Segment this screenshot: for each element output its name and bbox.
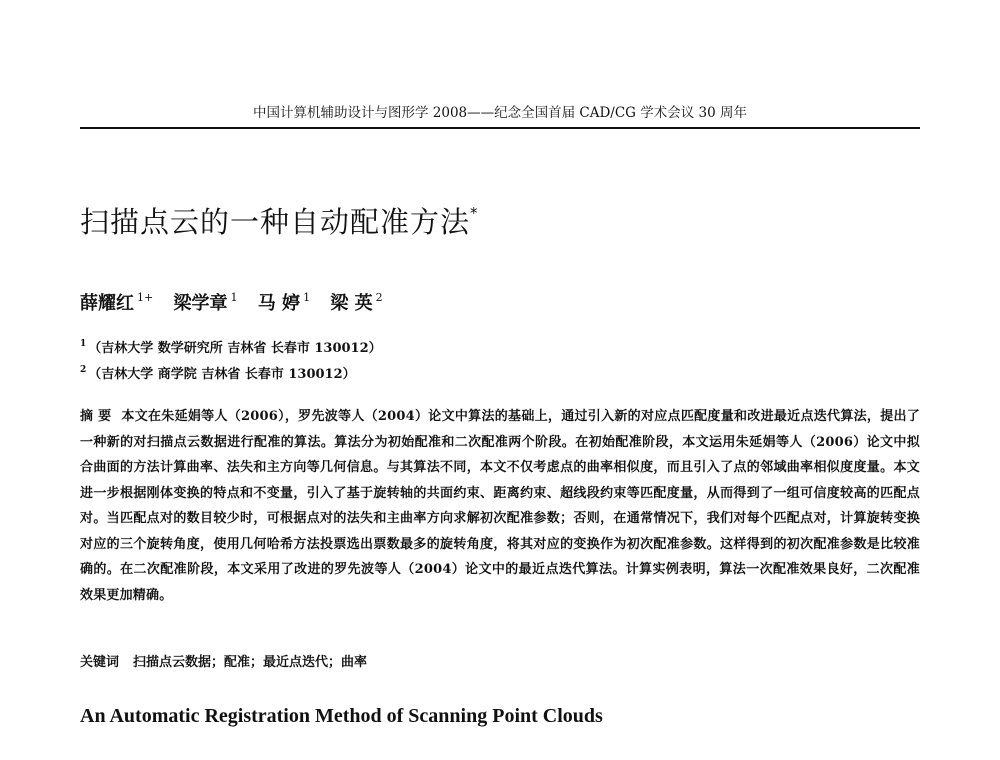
abstract — [80, 404, 920, 608]
affiliation-text: （吉林大学 商学院 吉林省 长春市 130012） — [88, 367, 356, 382]
title-footnote-mark: * — [470, 204, 479, 222]
author-name: 梁学章 — [173, 293, 228, 314]
author-name: 马 婷 — [257, 293, 301, 314]
author-affiliation-mark: 1 — [303, 291, 311, 304]
author-affiliation-mark: 1 — [230, 291, 238, 304]
paper-title — [80, 193, 479, 242]
author — [174, 293, 238, 314]
abstract-label: 摘 要 — [80, 409, 112, 424]
author — [258, 293, 310, 314]
author-affiliation-mark: 1+ — [137, 291, 154, 304]
author-list — [80, 286, 397, 316]
affiliation-number: 2 — [80, 365, 87, 375]
author — [330, 293, 382, 314]
keywords — [80, 653, 367, 673]
author-affiliation-mark: 2 — [375, 291, 383, 304]
keywords-label: 关键词 — [80, 655, 120, 670]
running-header: 中国计算机辅助设计与图形学 2008——纪念全国首届 CAD/CG 学术会议 30 周年 — [252, 105, 748, 121]
author-name: 薛耀红 — [80, 293, 134, 314]
paper-title-text: 扫描点云的一种自动配准方法 — [80, 205, 471, 239]
author-name: 梁 英 — [330, 293, 373, 314]
affiliation-number: 1 — [80, 339, 87, 349]
abstract-text: 本文在朱延娟等人（2006），罗先波等人（2004）论文中算法的基础上，通过引入新的对应点匹配度量和改进最近点迭代算法，提出了一种新的对扫描点云数据进行配准的算法。算法分为初始配准和二次配准两个阶段。在初始配准阶段，本文运用朱延娟等人（2006）论文中拟合曲面的方法计算曲率、法失和主方向等几何信息。与其算法不同，本文不仅考虑点的曲率相似度，而且引入了点的邻域曲率相似度度量。本文进一步根据刚体变换的特点和不变量，引入了基于旋转轴的共面约束、距离约束、超线段约束等匹配度量，从而得到了一组可信度较高的匹配点对。当匹配点对的数目较少时，可根据点对的法失和主曲率方向求解初次配准参数；否则，在通常情况下，我们对每个匹配点对，计算旋转变换对应的三个旋转角度，使用几何哈希方法投票选出票数最多的旋转角度，将其对应的变换作为初次配准参数。这样得到的初次配准参数是比较准确的。在二次配准阶段，本文采用了改进的罗先波等人（2004）论文中的最近点迭代算法。计算实例表明，算法一次配准效果良好，二次配准效果更加精确。 — [80, 409, 920, 603]
affiliation-text: （吉林大学 数学研究所 吉林省 长春市 130012） — [88, 341, 382, 356]
affiliation-1 — [80, 335, 382, 358]
affiliation-2 — [80, 361, 356, 384]
keywords-text: 扫描点云数据；配准；最近点迭代；曲率 — [133, 655, 368, 670]
header-rule — [80, 127, 920, 129]
english-title: An Automatic Registration Method of Scanning Point Clouds — [80, 705, 603, 727]
author — [80, 293, 153, 314]
